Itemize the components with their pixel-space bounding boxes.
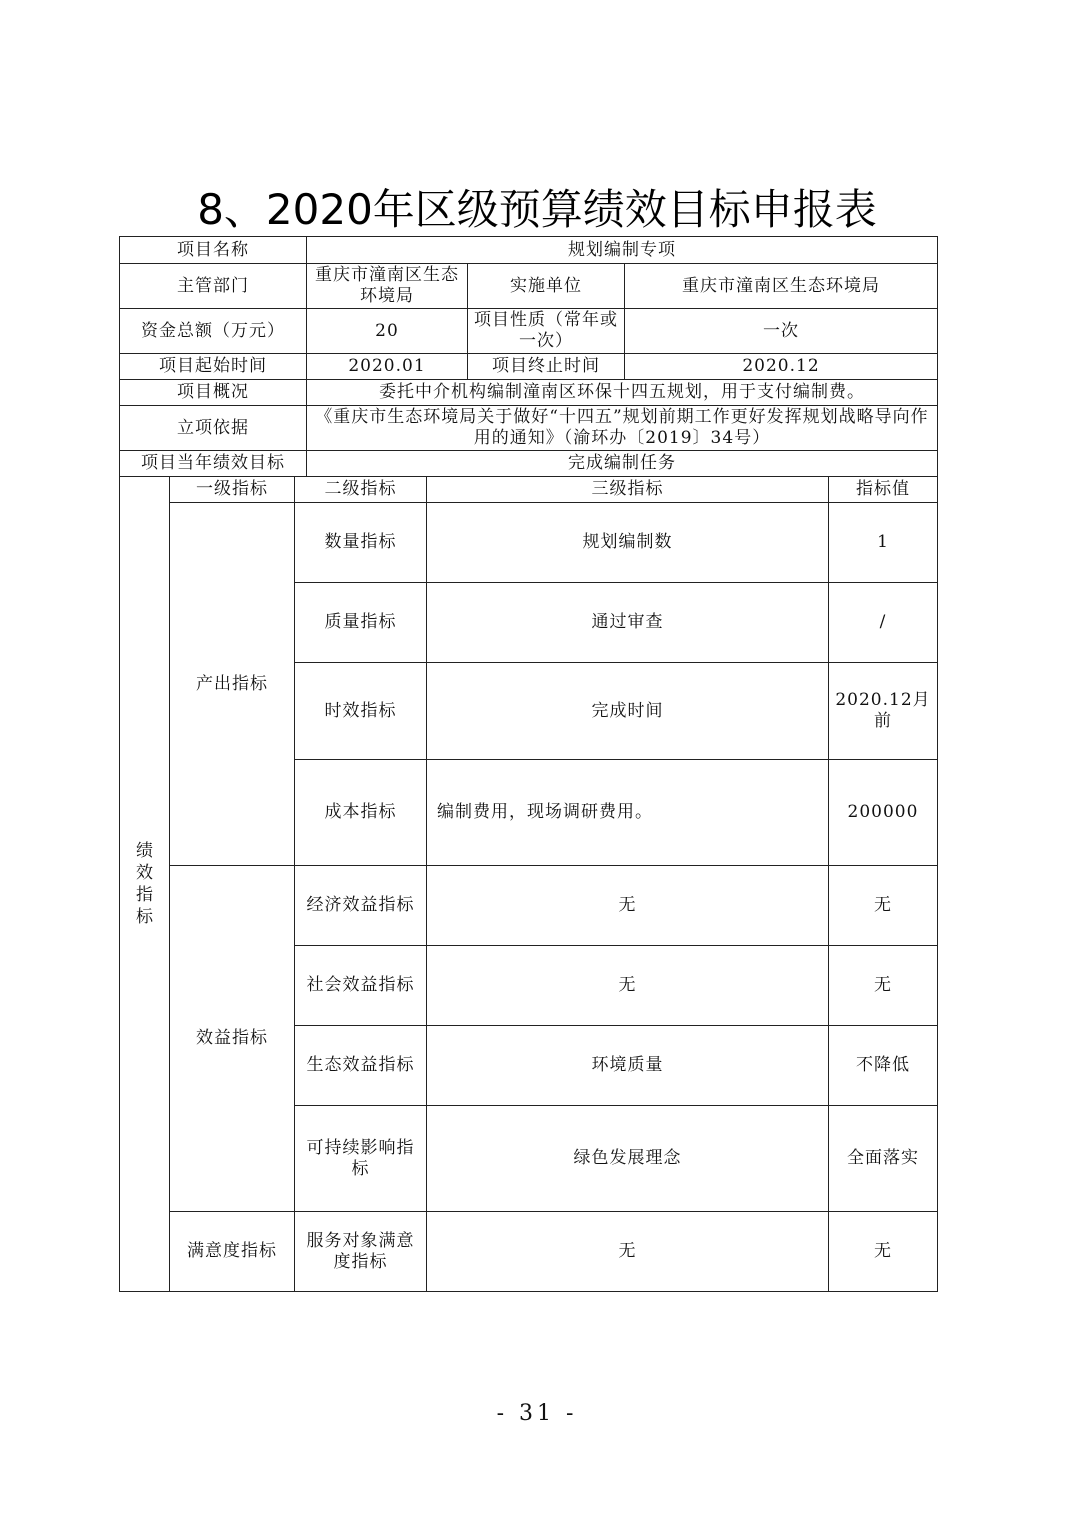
overview-label: 项目概况: [120, 380, 307, 406]
goal-value: 完成编制任务: [307, 451, 938, 477]
level1-output: 产出指标: [170, 503, 295, 866]
goal-label: 项目当年绩效目标: [120, 451, 307, 477]
value-cell: 无: [829, 1212, 938, 1292]
dept-label: 主管部门: [120, 264, 307, 309]
start-value: 2020.01: [307, 354, 468, 380]
table-row: [120, 503, 938, 583]
value-cell: /: [829, 583, 938, 663]
header-level3: 三级指标: [427, 477, 829, 503]
row-fund: [120, 309, 938, 354]
level2-cell: 时效指标: [295, 663, 427, 760]
performance-indicator-side-label: 绩 效 指 标: [120, 477, 170, 1292]
dept-value: 重庆市潼南区生态环境局: [307, 264, 468, 309]
value-cell: 无: [829, 946, 938, 1026]
fund-value: 20: [307, 309, 468, 354]
end-value: 2020.12: [625, 354, 938, 380]
value-cell: 200000: [829, 760, 938, 866]
level3-cell: 绿色发展理念: [427, 1106, 829, 1212]
header-value: 指标值: [829, 477, 938, 503]
value-cell: 2020.12月前: [829, 663, 938, 760]
level2-cell: 数量指标: [295, 503, 427, 583]
level3-cell: 无: [427, 946, 829, 1026]
level3-cell: 通过审查: [427, 583, 829, 663]
value-cell: 全面落实: [829, 1106, 938, 1212]
basis-value: 《重庆市生态环境局关于做好“十四五”规划前期工作更好发挥规划战略导向作用的通知》（渝环办〔2019〕34号）: [307, 406, 938, 451]
table-row: [120, 866, 938, 946]
value-cell: 不降低: [829, 1026, 938, 1106]
level2-cell: 可持续影响指标: [295, 1106, 427, 1212]
unit-value: 重庆市潼南区生态环境局: [625, 264, 938, 309]
level3-cell: 环境质量: [427, 1026, 829, 1106]
page-number: - 31 -: [496, 1401, 578, 1426]
level1-benefit: 效益指标: [170, 866, 295, 1212]
header-level2: 二级指标: [295, 477, 427, 503]
row-overview: [120, 380, 938, 406]
project-name-label: 项目名称: [120, 237, 307, 264]
level3-cell: 编制费用，现场调研费用。: [427, 760, 829, 866]
row-project-name: [120, 237, 938, 264]
indicators-table: [119, 476, 938, 1292]
level2-cell: 服务对象满意度指标: [295, 1212, 427, 1292]
page-title: 8、2020年区级预算绩效目标申报表: [197, 185, 877, 234]
fund-label: 资金总额（万元）: [120, 309, 307, 354]
basis-label: 立项依据: [120, 406, 307, 451]
value-cell: 1: [829, 503, 938, 583]
level3-cell: 规划编制数: [427, 503, 829, 583]
project-info-table: [119, 236, 938, 477]
project-name-value: 规划编制专项: [307, 237, 938, 264]
level2-cell: 生态效益指标: [295, 1026, 427, 1106]
level2-cell: 质量指标: [295, 583, 427, 663]
overview-value: 委托中介机构编制潼南区环保十四五规划，用于支付编制费。: [307, 380, 938, 406]
end-label: 项目终止时间: [468, 354, 625, 380]
unit-label: 实施单位: [468, 264, 625, 309]
table-row: [120, 1212, 938, 1292]
value-cell: 无: [829, 866, 938, 946]
row-department: [120, 264, 938, 309]
start-label: 项目起始时间: [120, 354, 307, 380]
level3-cell: 完成时间: [427, 663, 829, 760]
level2-cell: 成本指标: [295, 760, 427, 866]
nature-label: 项目性质（常年或一次）: [468, 309, 625, 354]
row-time: [120, 354, 938, 380]
row-basis: [120, 406, 938, 451]
level1-satisfaction: 满意度指标: [170, 1212, 295, 1292]
header-level1: 一级指标: [170, 477, 295, 503]
row-goal: [120, 451, 938, 477]
level3-cell: 无: [427, 1212, 829, 1292]
level2-cell: 经济效益指标: [295, 866, 427, 946]
indicators-header-row: [120, 477, 938, 503]
level3-cell: 无: [427, 866, 829, 946]
nature-value: 一次: [625, 309, 938, 354]
level2-cell: 社会效益指标: [295, 946, 427, 1026]
